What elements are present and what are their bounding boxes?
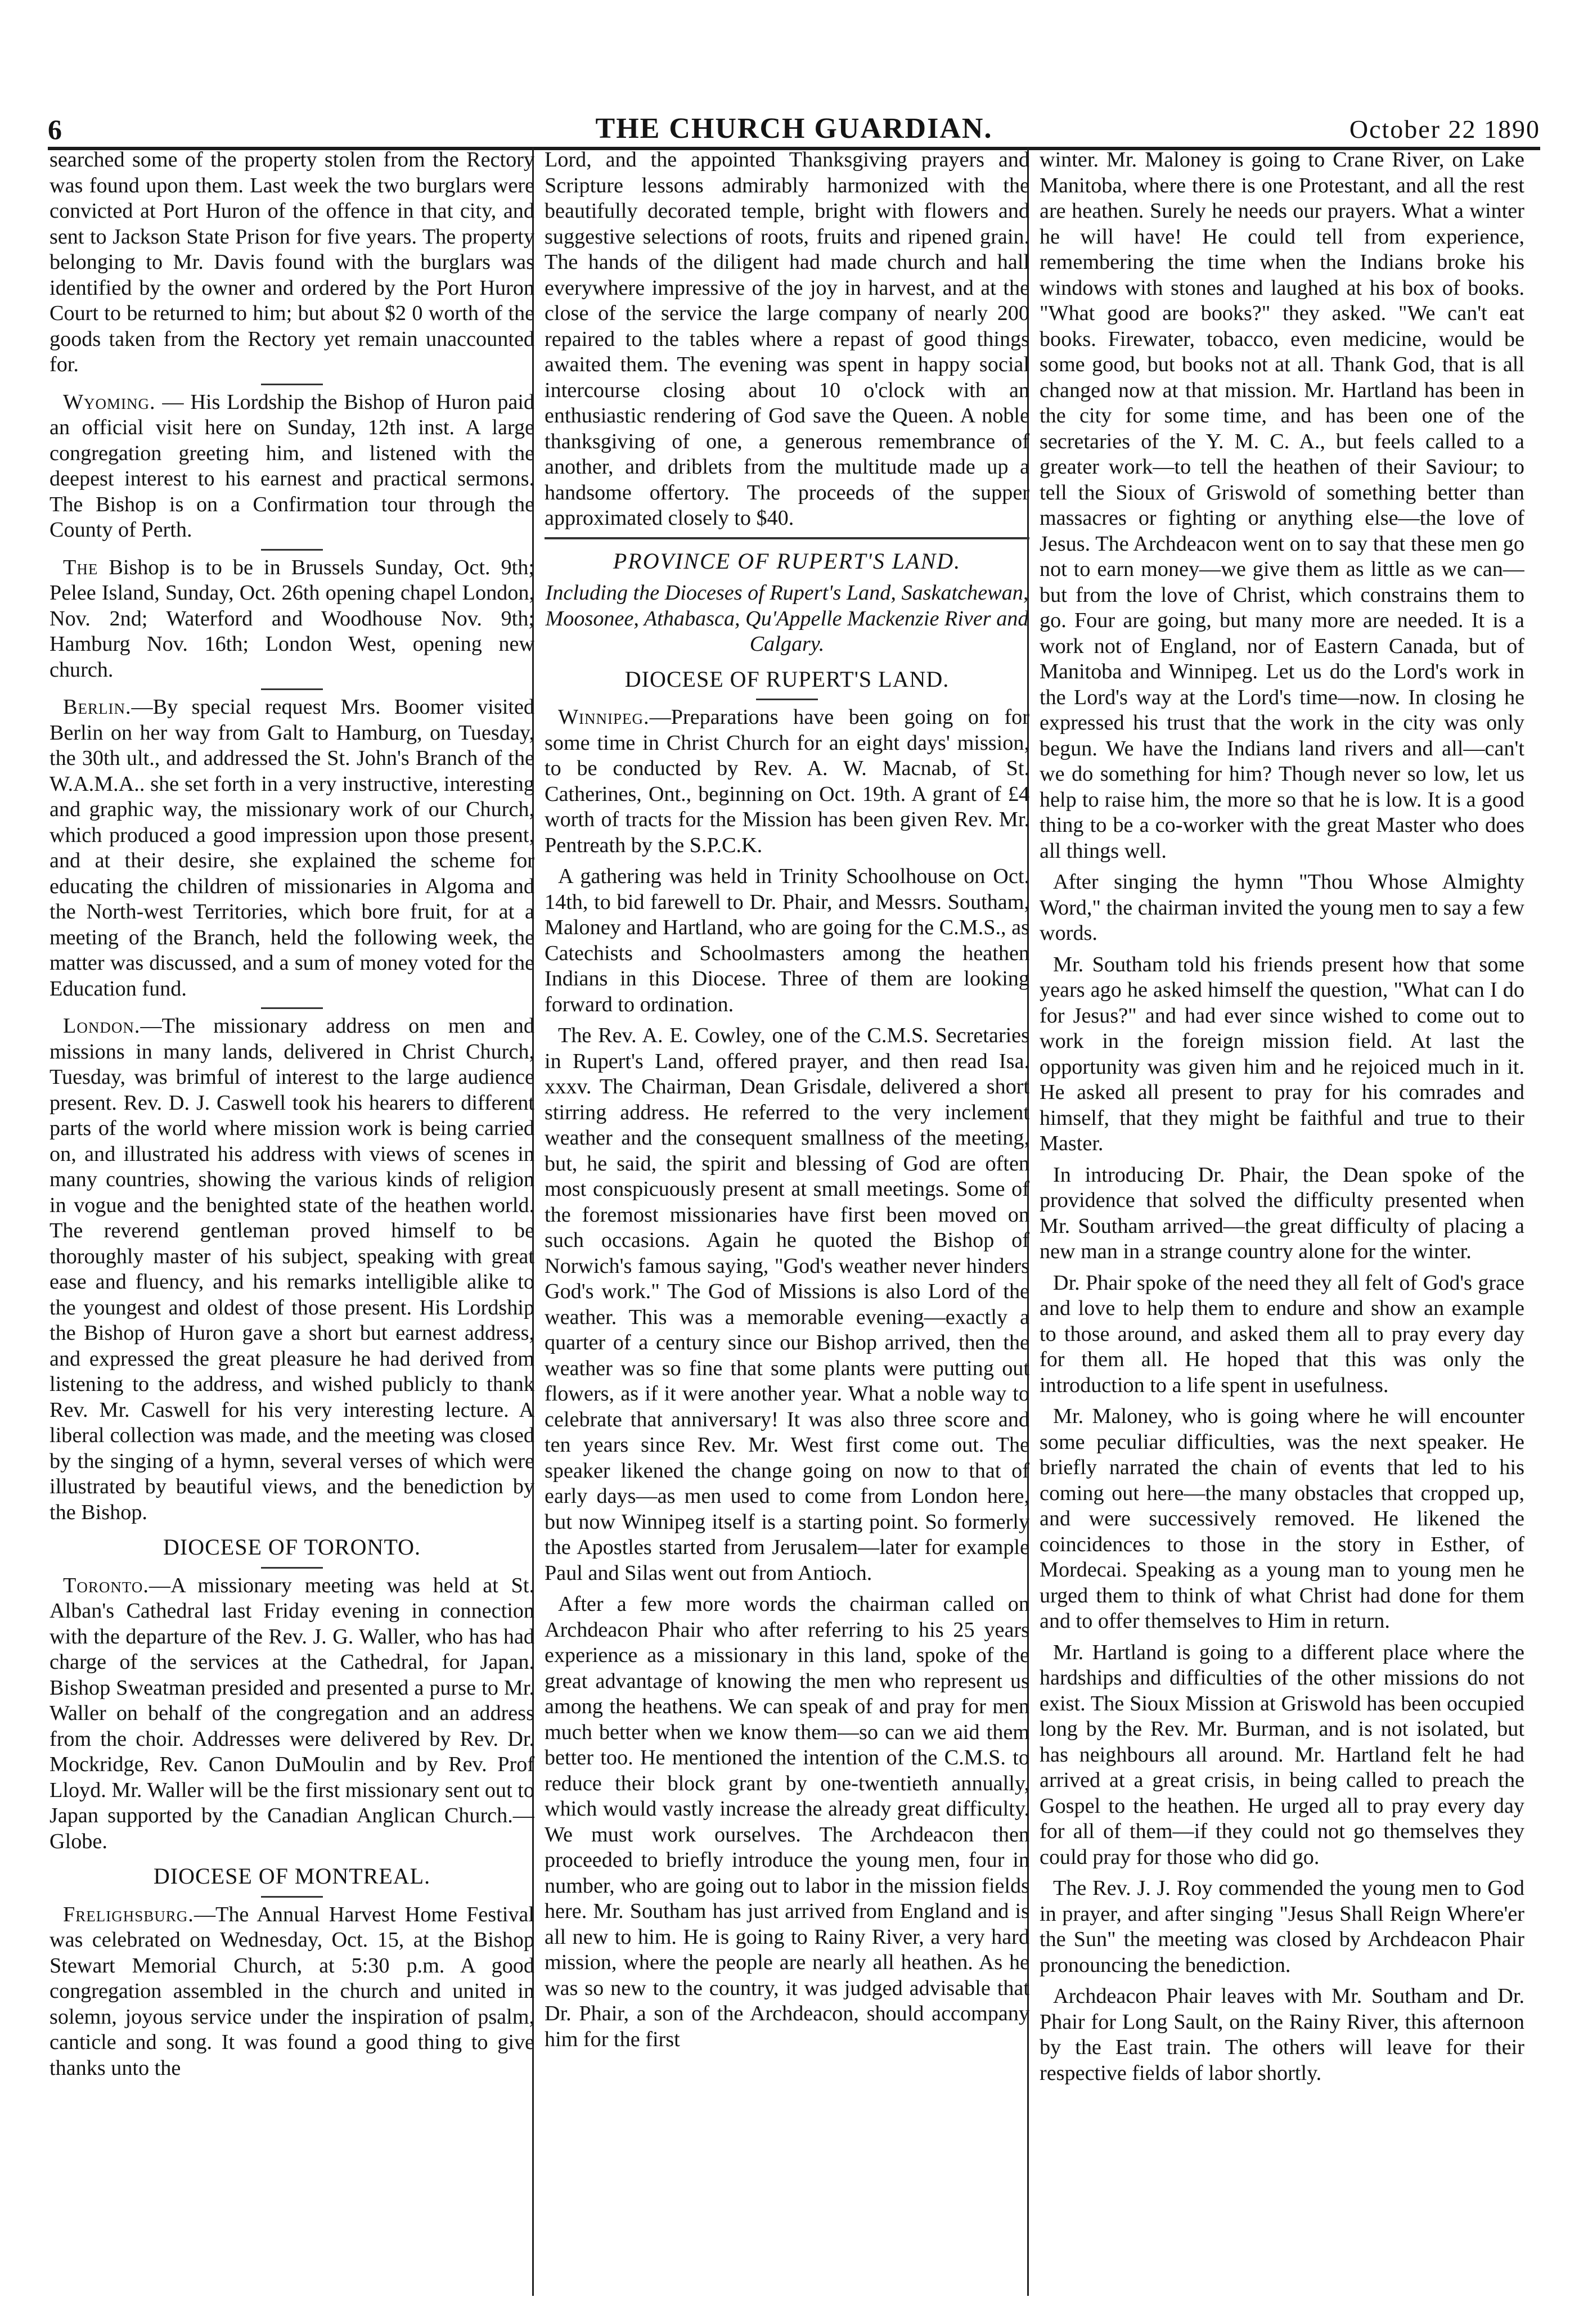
separator xyxy=(261,1567,323,1569)
article-paragraph: Dr. Phair spoke of the need they all felt of God's grace and love to help them to endure and show an example to those around, and asked them all to pray every day for them all. He hoped that this was only the introduction to a life spent in usefulness. xyxy=(1040,1271,1524,1397)
article-paragraph: Frelighsburg.—The Annual Harvest Home Festival was celebrated on Wednesday, Oct. 15, at the Bishop Stewart Memorial Church, at 5:30 p.m. A good congregation assembled in the church and united in solemn, joyous service under the inspiration of psalm, canticle and song. It was found a good thing to give thanks unto the xyxy=(50,1902,534,2080)
article-paragraph: The Bishop is to be in Brussels Sunday, Oct. 9th; Pelee Island, Sunday, Oct. 26th opening chapel London, Nov. 2nd; Waterford and Woodhouse Nov. 9th; Hamburg Nov. 16th; London West, opening new church. xyxy=(50,555,534,682)
article-paragraph: searched some of the property stolen from the Rectory was found upon them. Last week the two burglars were convicted at Port Huron of the offence in that city, and sent to Jackson State Prison for five years. The property belonging to Mr. Davis found with the burglars was identified by the owner and ordered by the Port Huron Court to be returned to him; but about $2 0 worth of the goods taken from the Rectory yet remain unaccounted for. xyxy=(50,148,534,376)
article-paragraph: Toronto.—A missionary meeting was held at St. Alban's Cathedral last Friday evening in connection with the departure of the Rev. J. G. Waller, who has had charge of the services at the Cathedral, for Japan. Bishop Sweatman presided and presented a purse to Mr. Waller on behalf of the congregation and an address from the choir. Addresses were delivered by Rev. Dr. Mockridge, Rev. Canon DuMoulin and by Rev. Prof Lloyd. Mr. Waller will be the first missionary sent out to Japan supported by the Canadian Anglican Church.—Globe. xyxy=(50,1573,534,1853)
section-heading: DIOCESE OF TORONTO. xyxy=(163,1534,421,1560)
section-rule xyxy=(545,537,1029,539)
article-paragraph: Lord, and the appointed Thanksgiving prayers and Scripture lessons admirably harmonized with the beautifully decorated temple, bright with flowers and suggestive selections of roots, fruits and ripened grain. The hands of the diligent had made church and hall everywhere impressive of the joy in harvest, and at the close of the service the large company of nearly 200 repaired to the tables where a repast of good things awaited them. The evening was spent in happy social intercourse closing about 10 o'clock with an enthusiastic rendering of God save the Queen. A noble thanksgiving of one, a generous remembrance of another, and driblets from the multitude made up a handsome offertory. The proceeds of the supper approximated closely to $40. xyxy=(545,148,1029,530)
article-paragraph: Archdeacon Phair leaves with Mr. Southam and Dr. Phair for Long Sault, on the Rainy River, this afternoon by the East train. The others will leave for their respective fields of labor shortly. xyxy=(1040,1984,1524,2085)
page-number: 6 xyxy=(48,114,62,145)
section-heading: DIOCESE OF RUPERT'S LAND. xyxy=(624,666,950,692)
separator xyxy=(261,688,323,690)
dateline: Wyoming. xyxy=(63,390,156,414)
dateline: Berlin. xyxy=(63,695,132,719)
article-paragraph: The Rev. J. J. Roy commended the young men to God in prayer, and after singing "Jesus Shall Reign Where'er the Sun" the meeting was closed by Archdeacon Phair pronouncing the benediction. xyxy=(1040,1876,1524,1977)
article-paragraph: Wyoming. — His Lordship the Bishop of Huron paid an official visit here on Sunday, 12th inst. A large congregation greeting him, and listened with the deepest interest to his earnest and practical sermons. The Bishop is on a Confirmation tour through the County of Perth. xyxy=(50,390,534,542)
dateline: Toronto. xyxy=(63,1573,149,1597)
separator xyxy=(261,1896,323,1898)
dateline: Frelighsburg. xyxy=(63,1902,194,1926)
article-paragraph: Winnipeg.—Preparations have been going on for some time in Christ Church for an eight days' mission, to be conducted by Rev. A. W. Macnab, of St. Catherines, Ont., beginning on Oct. 19th. A grant of £4 worth of tracts for the Mission has been given Rev. Mr. Pentreath by the S.P.C.K. xyxy=(545,705,1029,857)
article-paragraph: In introducing Dr. Phair, the Dean spoke of the providence that solved the difficulty presented when Mr. Southam arrived—the great difficulty of placing a new man in a strange country alone for the winter. xyxy=(1040,1163,1524,1263)
article-paragraph: Mr. Hartland is going to a different place where the hardships and difficulties of the other missions do not exist. The Sioux Mission at Griswold has been occupied long by the Rev. Mr. Burman, and is not isolated, but has neighbours all around. Mr. Hartland felt he had arrived at a great crisis, in being called to preach the Gospel to the heathen. He urged all to pray every day for all of them—if they could not go themselves they could pray for those who did go. xyxy=(1040,1640,1524,1869)
article-paragraph: Berlin.—By special request Mrs. Boomer visited Berlin on her way from Galt to Hamburg, on Tuesday, the 30th ult., and addressed the St. John's Branch of the W.A.M.A.. she set forth in a very instructive, interesting and graphic way, the missionary work of our Church, which produced a good impression upon those present, and at their desire, she explained the scheme for educating the children of missionaries in Algoma and the North-west Territories, which bore fruit, for at a meeting of the Branch, held the following week, the matter was discussed, and a sum of money voted for the Education fund. xyxy=(50,695,534,1001)
article-paragraph: Mr. Maloney, who is going where he will encounter some peculiar difficulties, was the next speaker. He briefly narrated the chain of events that led to his coming out here—the many obstacles that cropped up, and were successively removed. He likened the coincidences to those in the story in Esther, of Mordecai. Speaking as a young man to young men he urged them to think of what Christ had done for them and to offer themselves to Him in return. xyxy=(1040,1404,1524,1633)
page-header xyxy=(48,110,1540,150)
article-paragraph: London.—The missionary address on men and missions in many lands, delivered in Christ Church, Tuesday, was brimful of interest to the large audience present. Rev. D. J. Caswell took his hearers to different parts of the world where mission work is being carried on, and illustrated his address with views of scenes in many countries, showing the various kinds of religion in vogue and the benighted state of the heathen world. The reverend gentleman proved himself to be thoroughly master of his subject, speaking with great ease and fluency, and his remarks intelligible alike to the youngest and oldest of those present. His Lordship the Bishop of Huron gave a short but earnest address, and expressed the great pleasure he had derived from listening to the address, and wished publicly to thank Rev. Mr. Caswell for his very interesting lecture. A liberal collection was made, and the meeting was closed by the singing of a hymn, several verses of which were illustrated by beautiful views, and the benediction by the Bishop. xyxy=(50,1014,534,1524)
separator xyxy=(261,1007,323,1009)
dateline: The xyxy=(63,555,98,579)
column-2 xyxy=(545,147,1029,2296)
dateline: Winnipeg. xyxy=(558,705,650,729)
section-subheading: Including the Dioceses of Rupert's Land, Saskatchewan, Moosonee, Athabasca, Qu'Appelle Mackenzie River and Calgary. xyxy=(545,581,1029,656)
article-paragraph: Mr. Southam told his friends present how that some years ago he asked himself the question, "What can I do for Jesus?" and had ever since wished to come out to work in the foreign mission field. At last the opportunity was given him and he rejoiced much in it. He asked all present to pray for his comrades and himself, that they might be faithful and true to their Master. xyxy=(1040,952,1524,1155)
article-paragraph: After singing the hymn "Thou Whose Almighty Word," the chairman invited the young men to say a few words. xyxy=(1040,870,1524,945)
section-heading: DIOCESE OF MONTREAL. xyxy=(153,1863,431,1889)
issue-date: October 22 1890 xyxy=(1349,115,1540,143)
column-3 xyxy=(1040,147,1524,2296)
separator xyxy=(261,384,323,385)
separator xyxy=(261,549,323,551)
article-paragraph: A gathering was held in Trinity Schoolhouse on Oct. 14th, to bid farewell to Dr. Phair, and Messrs. Southam, Maloney and Hartland, who are going for the C.M.S., as Catechists and Schoolmasters among the heathen Indians in this Diocese. Three of them are looking forward to ordination. xyxy=(545,864,1029,1016)
masthead: THE CHURCH GUARDIAN. xyxy=(595,112,993,145)
article-paragraph: The Rev. A. E. Cowley, one of the C.M.S. Secretaries in Rupert's Land, offered prayer, and then read Isa. xxxv. The Chairman, Dean Grisdale, delivered a short stirring address. He referred to the very inclement weather and the consequent smallness of the meeting, but, he said, the spirit and blessing of God are often most conspicuously present at small meetings. Some of the foremost missionaries have first been moved on such occasions. Again he quoted the Bishop of Norwich's famous saying, "God's weather never hinders God's work." The God of Missions is also Lord of the weather. This was a memorable evening—exactly a quarter of a century since our Bishop arrived, then the weather was so fine that some plants were putting out flowers, as if it were another year. What a noble way to celebrate that anniversary! It was also three score and ten years since Rev. Mr. West first come out. The speaker likened the change going on now to that of early days—as men used to come from London here, but now Winnipeg itself is a starting point. So formerly the Apostles started from Jerusalem—later for example Paul and Silas went out from Antioch. xyxy=(545,1024,1029,1585)
section-heading: PROVINCE OF RUPERT'S LAND. xyxy=(613,548,961,574)
separator xyxy=(756,699,818,700)
article-paragraph: winter. Mr. Maloney is going to Crane River, on Lake Manitoba, where there is one Protestant, and all the rest are heathen. Surely he needs our prayers. What a winter he will have! He could tell from experience, remembering the time when the Indians broke his windows with stones and laughed at his box of books. "What good are books?" they asked. "We can't eat books. Firewater, tobacco, even medicine, would be some good, but books not at all. Thank God, that is all changed now at that mission. Mr. Hartland has been in the city for some time, and has been one of the secretaries of the Y. M. C. A., but feels called to a greater work—to tell the heathen of their Saviour; to tell the Sioux of Griswold of something better than massacres or fighting or anything else—the love of Jesus. The Archdeacon went on to say that these men go not to earn money—we give them as little as we can—but from the love of Christ, which constrains them to go. Four are going, but many more are needed. It is a work not of England, nor of Eastern Canada, but of Manitoba and Winnipeg. Let us do the Lord's work in the Lord's way at the Lord's time—now. In closing he expressed his trust that the work in the city was only begun. We have the Indians land rivers and all—can't we do something for him? Though never so low, let us help to raise him, the more so that he is low. It is a good thing to be a co-worker with the great Master who does all things well. xyxy=(1040,148,1524,863)
column-1 xyxy=(50,147,534,2296)
dateline: London. xyxy=(63,1014,141,1038)
article-paragraph: After a few more words the chairman called on Archdeacon Phair who after referring to his 25 years experience as a missionary in this land, spoke of the great advantage of knowing the men who represent us among the heathens. We can speak of and pray for men much better when we know them—so can we aid them better too. He mentioned the intention of the C.M.S. to reduce their block grant by one-twentieth annually, which would vastly increase the already great difficulty. We must work ourselves. The Archdeacon then proceeded to briefly introduce the young men, four in number, who are going out to labor in the mission fields here. Mr. Southam has just arrived from England and is all new to him. He is going to Rainy River, a very hard mission, where the people are nearly all heathen. As he was so new to the country, it was judged advisable that Dr. Phair, a son of the Archdeacon, should accompany him for the first xyxy=(545,1592,1029,2051)
